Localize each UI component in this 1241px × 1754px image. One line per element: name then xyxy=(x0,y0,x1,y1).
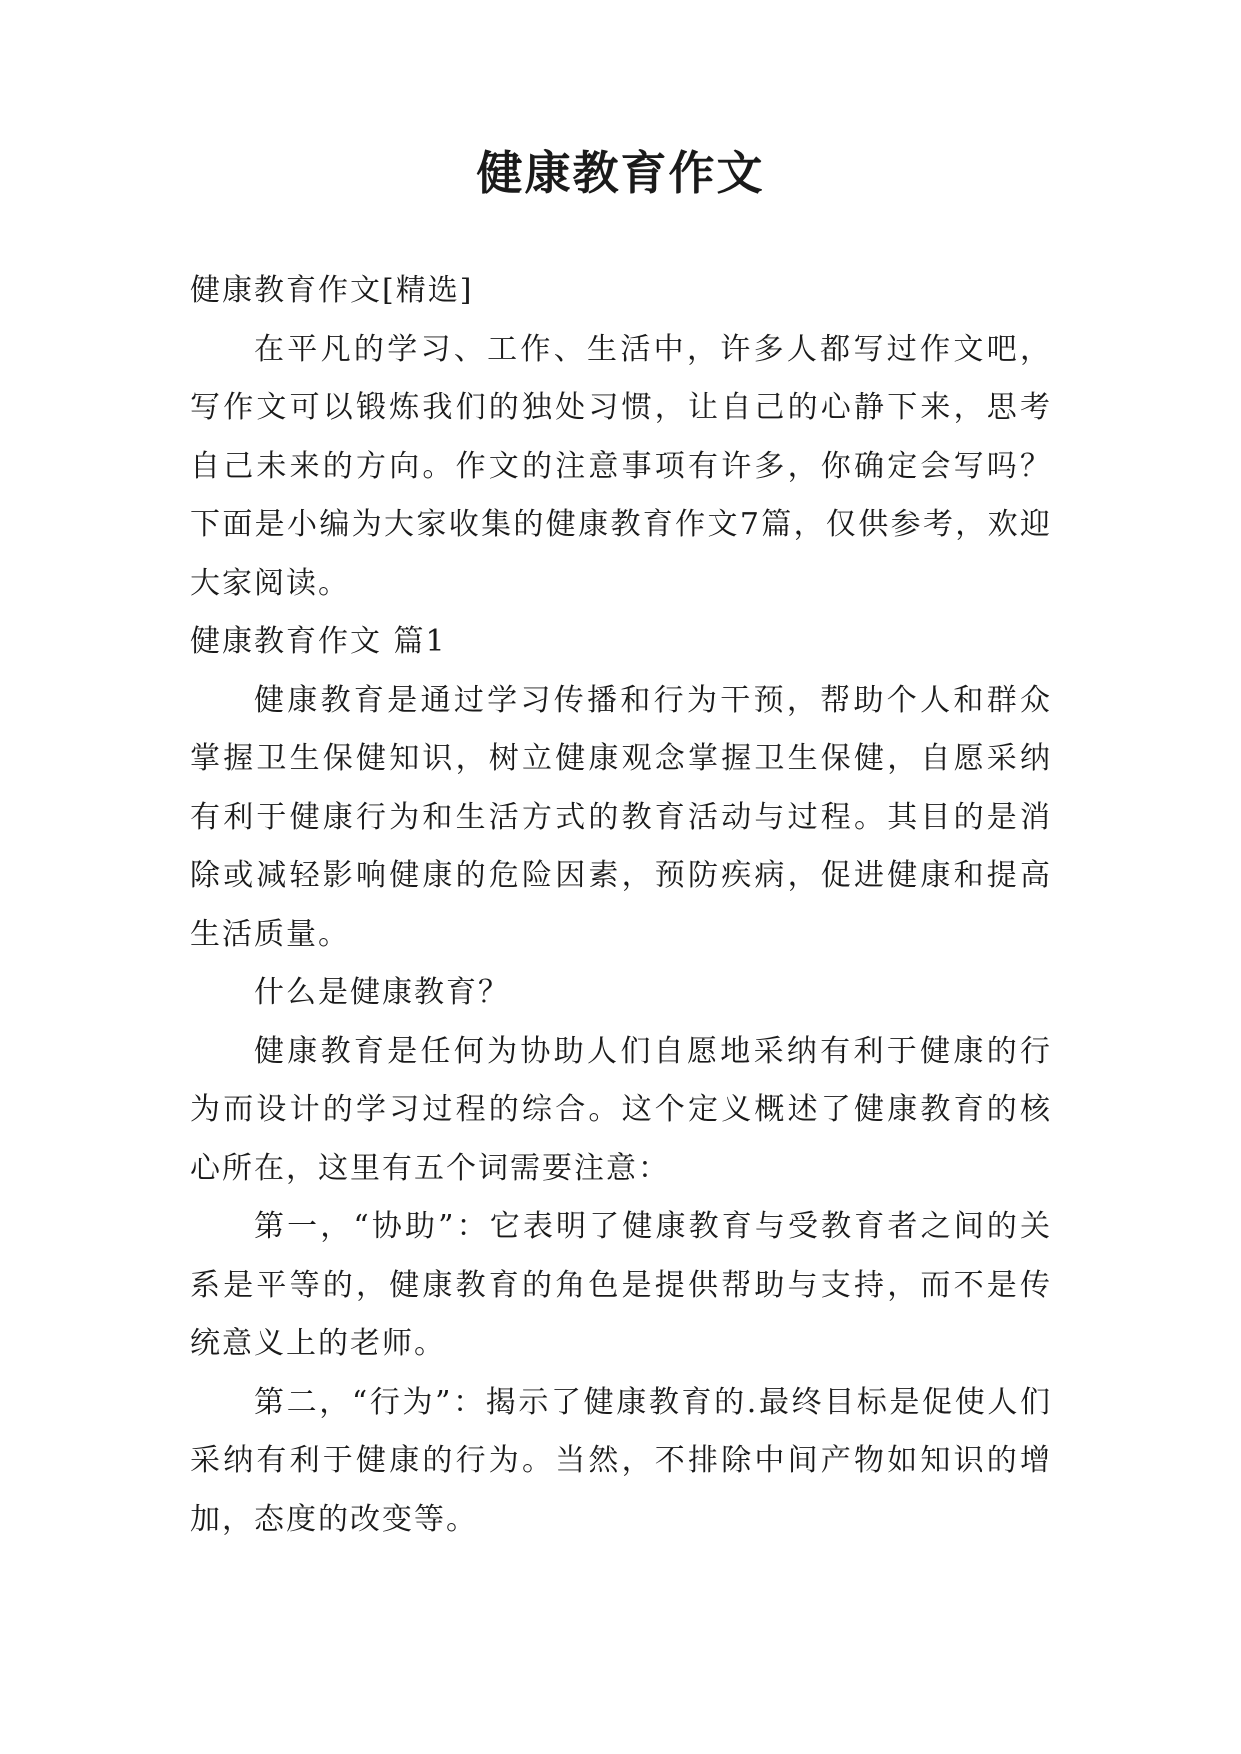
body-paragraph-1: 健康教育是通过学习传播和行为干预，帮助个人和群众掌握卫生保健知识，树立健康观念掌握卫生保健，自愿采纳有利于健康行为和生活方式的教育活动与过程。其目的是消除或减轻影响健康的危险因素，预防疾病，促进健康和提高生活质量。 xyxy=(190,682,1052,952)
section-heading: 健康教育作文 篇1 xyxy=(190,624,447,659)
body-paragraph-5: 第二，“行为”：揭示了健康教育的.最终目标是促使人们采纳有利于健康的行为。当然，不排除中间产物如知识的增加，态度的改变等。 xyxy=(190,1384,1052,1537)
document-subtitle: 健康教育作文[精选] xyxy=(190,273,474,308)
intro-paragraph: 在平凡的学习、工作、生活中，许多人都写过作文吧，写作文可以锻炼我们的独处习惯，让自己的心静下来，思考自己未来的方向。作文的注意事项有许多，你确定会写吗？下面是小编为大家收集的健康教育作文7篇，仅供参考，欢迎大家阅读。 xyxy=(190,331,1052,601)
document-body xyxy=(190,262,1052,1549)
body-paragraph-3: 健康教育是任何为协助人们自愿地采纳有利于健康的行为而设计的学习过程的综合。这个定义概述了健康教育的核心所在，这里有五个词需要注意： xyxy=(190,1033,1052,1186)
body-paragraph-4: 第一，“协助”：它表明了健康教育与受教育者之间的关系是平等的，健康教育的角色是提供帮助与支持，而不是传统意义上的老师。 xyxy=(190,1209,1052,1361)
document-title: 健康教育作文 xyxy=(476,146,765,200)
body-paragraph-2: 什么是健康教育？ xyxy=(254,975,510,1010)
